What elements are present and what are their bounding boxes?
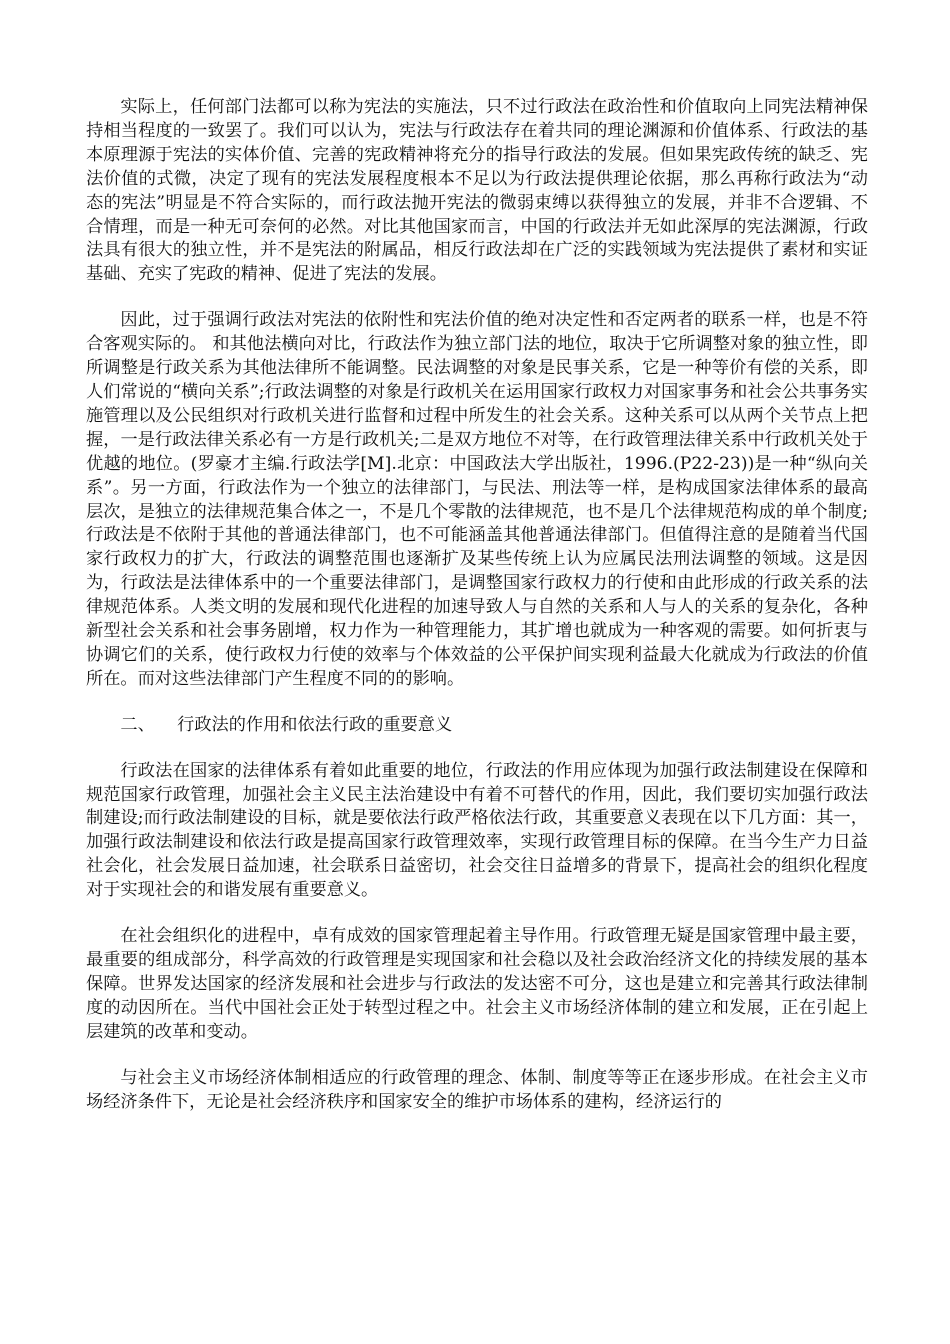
- paragraph-2: 因此，过于强调行政法对宪法的依附性和宪法价值的绝对决定性和否定两者的联系一样，也是不符合客观实际的。 和其他法横向对比，行政法作为独立部门法的地位，取决于它所调整对象的独立性，即所调整是行政关系为其他法律所不能调整。民法调整的对象是民事关系，它是一种等价有偿的关系，即人们常说的“横向关系”;行政法调整的对象是行政机关在运用国家行政权力对国家事务和社会公共事务实施管理以及公民组织对行政机关进行监督和过程中所发生的社会关系。这种关系可以从两个关节点上把握，一是行政法律关系必有一方是行政机关;二是双方地位不对等，在行政管理法律关系中行政机关处于优越的地位。(罗豪才主编.行政法学[M].北京：中国政法大学出版社，1996.(P22-23))是一种“纵向关系”。另一方面，行政法作为一个独立的法律部门，与民法、刑法等一样，是构成国家法律体系的最高层次，是独立的法律规范集合体之一，不是几个零散的法律规范，也不是几个法律规范构成的单个制度;行政法是不依附于其他的普通法律部门，也不可能涵盖其他普通法律部门。但值得注意的是随着当代国家行政权力的扩大，行政法的调整范围也逐渐扩及某些传统上认为应属民法刑法调整的领域。这是因为，行政法是法律体系中的一个重要法律部门，是调整国家行政权力的行使和由此形成的行政关系的法律规范体系。人类文明的发展和现代化进程的加速导致人与自然的关系和人与人的关系的复杂化，各种新型社会关系和社会事务剧增，权力作为一种管理能力，其扩增也就成为一种客观的需要。如何折衷与协调它们的关系，使行政权力行使的效率与个体效益的公平保护间实现利益最大化就成为行政法的价值所在。而对这些法律部门产生程度不同的的影响。: [86, 310, 868, 689]
- section-number: 二、: [120, 714, 155, 735]
- paragraph-3: 行政法在国家的法律体系有着如此重要的地位，行政法的作用应体现为加强行政法制建设在保障和规范国家行政管理，加强社会主义民主法治建设中有着不可替代的作用，因此，我们要切实加强行政法制建设;而行政法制建设的目标，就是要依法行政严格依法行政，其重要意义表现在以下几方面：其一，加强行政法制建设和依法行政是提高国家行政管理效率，实现行政管理目标的保障。在当今生产力日益社会化，社会发展日益加速，社会联系日益密切，社会交往日益增多的背景下，提高社会的组织化程度对于实现社会的和谐发展有重要意义。: [86, 760, 868, 901]
- document-page: [86, 96, 868, 1136]
- section-title: 行政法的作用和依法行政的重要意义: [177, 714, 453, 735]
- paragraph-4: 在社会组织化的进程中，卓有成效的国家管理起着主导作用。行政管理无疑是国家管理中最主要，最重要的组成部分，科学高效的行政管理是实现国家和社会稳以及社会政治经济文化的持续发展的基本保障。世界发达国家的经济发展和社会进步与行政法的发达密不可分，这也是建立和完善其行政法律制度的动因所在。当代中国社会正处于转型过程之中。社会主义市场经济体制的建立和发展，正在引起上层建筑的改革和变动。: [86, 926, 868, 1042]
- section-heading: [86, 714, 868, 738]
- paragraph-1: 实际上，任何部门法都可以称为宪法的实施法，只不过行政法在政治性和价值取向上同宪法精神保持相当程度的一致罢了。我们可以认为，宪法与行政法存在着共同的理论渊源和价值体系、行政法的基本原理源于宪法的实体价值、完善的宪政精神将充分的指导行政法的发展。但如果宪政传统的缺乏、宪法价值的式微，决定了现有的宪法发展程度根本不足以为行政法提供理论依据，那么再称行政法为“动态的宪法”明显是不符合实际的，而行政法抛开宪法的微弱束缚以获得独立的发展，并非不合逻辑、不合情理，而是一种无可奈何的必然。对比其他国家而言，中国的行政法并无如此深厚的宪法渊源，行政法具有很大的独立性，并不是宪法的附属品，相反行政法却在广泛的实践领域为宪法提供了素材和实证基础、充实了宪政的精神、促进了宪法的发展。: [86, 97, 868, 285]
- paragraph-5: 与社会主义市场经济体制相适应的行政管理的理念、体制、制度等等正在逐步形成。在社会主义市场经济条件下，无论是社会经济秩序和国家安全的维护市场体系的建构，经济运行的: [86, 1067, 868, 1112]
